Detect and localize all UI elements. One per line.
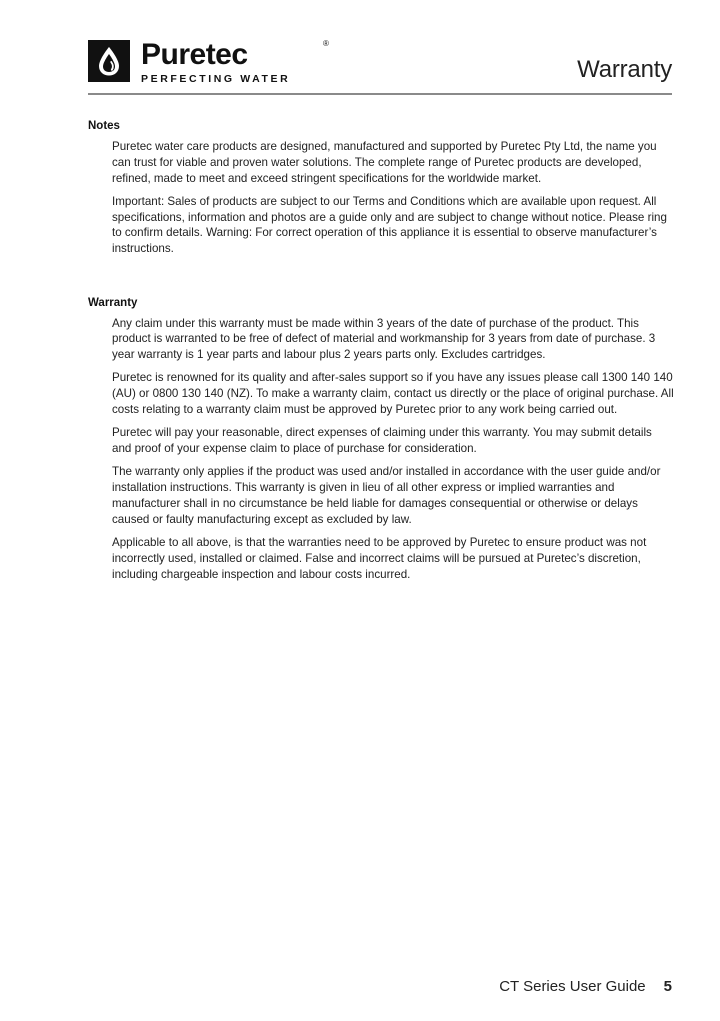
warranty-section xyxy=(88,297,674,583)
notes-paragraph: Important: Sales of products are subject to our Terms and Conditions which are available upon request. All specifications, information and photos are a guide only and are subject to change without notice. Please ring to confirm details. Warning: For correct operation of this appliance it is essential to observe manufacturer’s instructions. xyxy=(112,194,667,256)
page-title: Warranty xyxy=(577,56,672,83)
page-number: 5 xyxy=(663,978,672,995)
registered-mark: ® xyxy=(323,39,329,48)
water-drop-icon xyxy=(88,40,130,82)
warranty-heading: Warranty xyxy=(88,296,138,309)
warranty-paragraph: Applicable to all above, is that the warranties need to be approved by Puretec to ensure product was not incorrectly used, installed or claimed. False and incorrect claims will be pursued at Puretec’s discretion, including chargeable inspection and labour costs incurred. xyxy=(112,536,647,581)
document-body xyxy=(88,120,674,590)
header-divider xyxy=(88,93,672,95)
brand-tagline: PERFECTING WATER xyxy=(141,73,291,85)
section-spacer xyxy=(88,265,674,297)
warranty-paragraph: Puretec is renowned for its quality and after-sales support so if you have any issues please call 1300 140 140 (AU) or 0800 130 140 (NZ). To make a warranty claim, contact us directly or the place of original purchase. All costs relating to a warranty claim must be approved by Puretec prior to any work being carried out. xyxy=(112,371,674,417)
notes-paragraph: Puretec water care products are designed, manufactured and supported by Puretec Pty Ltd, the name you can trust for viable and proven water solutions. The complete range of Puretec products are developed, refined, made to meet and exceed stringent specifications for the worldwide market. xyxy=(112,140,657,185)
brand-name: Puretec xyxy=(141,38,248,71)
page-footer xyxy=(499,978,672,995)
brand-wordmark xyxy=(141,38,329,85)
brand-logo xyxy=(88,38,329,85)
guide-title: CT Series User Guide xyxy=(499,978,646,995)
warranty-paragraph: Any claim under this warranty must be made within 3 years of the date of purchase of the product. This product is warranted to be free of defect of material and workmanship for 3 years from date of purchase. 3 year warranty is 1 year parts and labour plus 2 years parts only. Excludes cartridges. xyxy=(112,316,656,362)
page-header xyxy=(88,38,672,96)
notes-heading: Notes xyxy=(88,120,120,132)
warranty-paragraph: The warranty only applies if the product was used and/or installed in accordance with the user guide and/or installation instructions. This warranty is given in lieu of all other express or implied warranties and manufacturer shall in no circumstance be held liable for damages consequential or otherwise or delays caused or faulty manufacturing except as excluded by law. xyxy=(112,465,661,526)
notes-section xyxy=(88,120,674,257)
warranty-paragraph: Puretec will pay your reasonable, direct expenses of claiming under this warranty. You may submit details and proof of your expense claim to place of purchase for consideration. xyxy=(112,426,652,456)
